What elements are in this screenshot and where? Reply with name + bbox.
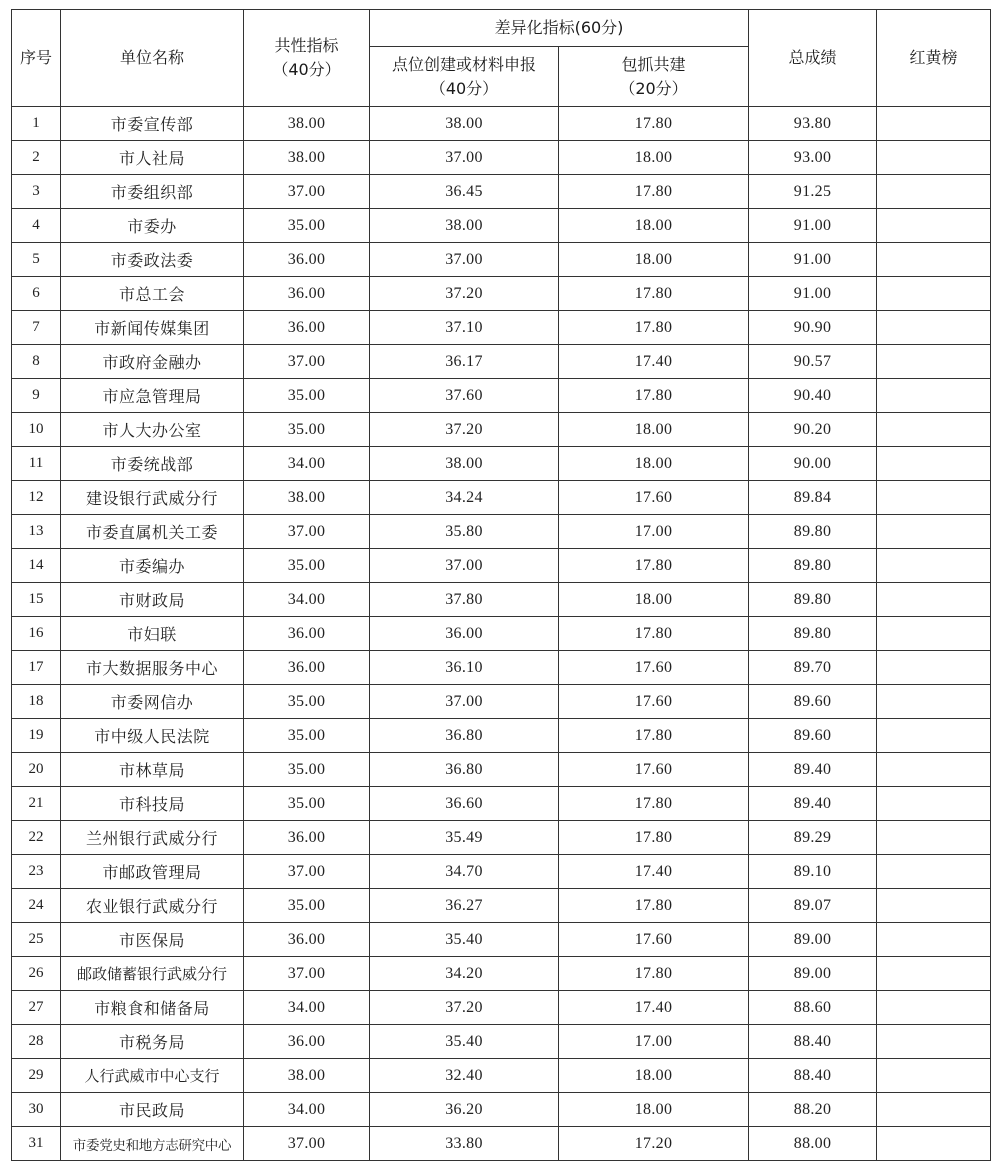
cell-total: 89.60 (749, 685, 877, 719)
cell-common: 35.00 (244, 753, 370, 787)
table-row (12, 243, 991, 277)
cell-common: 35.00 (244, 719, 370, 753)
header-board: 红黄榜 (877, 10, 991, 107)
cell-common: 38.00 (244, 481, 370, 515)
cell-total: 89.07 (749, 889, 877, 923)
cell-bao: 17.80 (559, 821, 749, 855)
cell-board (877, 311, 991, 345)
cell-common: 37.00 (244, 515, 370, 549)
cell-seq: 3 (12, 175, 61, 209)
cell-point: 37.20 (370, 277, 559, 311)
cell-total: 91.00 (749, 277, 877, 311)
header-point-title: 点位创建或材料申报 (391, 54, 536, 74)
cell-bao: 17.80 (559, 379, 749, 413)
cell-board (877, 379, 991, 413)
cell-point: 36.60 (370, 787, 559, 821)
cell-total: 89.80 (749, 617, 877, 651)
cell-total: 90.40 (749, 379, 877, 413)
table-row (12, 311, 991, 345)
cell-unit: 市委政法委 (61, 243, 244, 277)
cell-seq: 31 (12, 1127, 61, 1161)
cell-board (877, 107, 991, 141)
cell-total: 90.20 (749, 413, 877, 447)
cell-unit: 市人大办公室 (61, 413, 244, 447)
cell-unit: 市人社局 (61, 141, 244, 175)
cell-common: 36.00 (244, 311, 370, 345)
cell-total: 88.40 (749, 1059, 877, 1093)
cell-total: 93.80 (749, 107, 877, 141)
table-row (12, 447, 991, 481)
cell-point: 37.20 (370, 413, 559, 447)
cell-bao: 18.00 (559, 413, 749, 447)
cell-unit: 市邮政管理局 (61, 855, 244, 889)
cell-common: 38.00 (244, 1059, 370, 1093)
table-row (12, 787, 991, 821)
cell-total: 89.80 (749, 549, 877, 583)
cell-bao: 17.00 (559, 1025, 749, 1059)
cell-seq: 22 (12, 821, 61, 855)
cell-point: 37.80 (370, 583, 559, 617)
cell-common: 37.00 (244, 957, 370, 991)
cell-bao: 17.80 (559, 787, 749, 821)
cell-board (877, 957, 991, 991)
cell-bao: 17.80 (559, 311, 749, 345)
cell-seq: 13 (12, 515, 61, 549)
cell-board (877, 855, 991, 889)
cell-total: 89.60 (749, 719, 877, 753)
cell-common: 34.00 (244, 583, 370, 617)
cell-unit: 市总工会 (61, 277, 244, 311)
table-row (12, 651, 991, 685)
cell-common: 36.00 (244, 277, 370, 311)
cell-point: 32.40 (370, 1059, 559, 1093)
cell-total: 93.00 (749, 141, 877, 175)
cell-bao: 17.40 (559, 991, 749, 1025)
cell-total: 88.00 (749, 1127, 877, 1161)
cell-common: 37.00 (244, 345, 370, 379)
cell-total: 91.00 (749, 209, 877, 243)
cell-board (877, 1059, 991, 1093)
cell-board (877, 685, 991, 719)
cell-unit: 市委编办 (61, 549, 244, 583)
cell-bao: 17.80 (559, 549, 749, 583)
cell-common: 35.00 (244, 549, 370, 583)
cell-seq: 23 (12, 855, 61, 889)
cell-total: 89.10 (749, 855, 877, 889)
cell-seq: 25 (12, 923, 61, 957)
cell-common: 35.00 (244, 413, 370, 447)
table-row (12, 991, 991, 1025)
cell-bao: 17.40 (559, 855, 749, 889)
cell-unit: 市政府金融办 (61, 345, 244, 379)
cell-seq: 4 (12, 209, 61, 243)
cell-total: 88.40 (749, 1025, 877, 1059)
cell-bao: 17.80 (559, 617, 749, 651)
cell-common: 35.00 (244, 685, 370, 719)
cell-unit: 人行武威市中心支行 (61, 1059, 244, 1093)
cell-point: 36.00 (370, 617, 559, 651)
cell-unit: 兰州银行武威分行 (61, 821, 244, 855)
cell-seq: 2 (12, 141, 61, 175)
cell-common: 34.00 (244, 447, 370, 481)
cell-common: 35.00 (244, 209, 370, 243)
cell-bao: 17.60 (559, 685, 749, 719)
cell-unit: 市委网信办 (61, 685, 244, 719)
header-diff: 差异化指标(60分) (370, 10, 749, 47)
cell-bao: 17.60 (559, 753, 749, 787)
cell-seq: 27 (12, 991, 61, 1025)
cell-point: 38.00 (370, 447, 559, 481)
cell-board (877, 753, 991, 787)
cell-point: 36.20 (370, 1093, 559, 1127)
cell-common: 38.00 (244, 141, 370, 175)
cell-common: 37.00 (244, 175, 370, 209)
cell-point: 34.24 (370, 481, 559, 515)
cell-common: 34.00 (244, 991, 370, 1025)
cell-bao: 17.80 (559, 957, 749, 991)
cell-board (877, 515, 991, 549)
cell-point: 37.60 (370, 379, 559, 413)
cell-board (877, 175, 991, 209)
cell-board (877, 243, 991, 277)
cell-board (877, 1025, 991, 1059)
header-common-title: 共性指标 (274, 36, 339, 55)
cell-board (877, 583, 991, 617)
cell-bao: 18.00 (559, 141, 749, 175)
cell-common: 36.00 (244, 651, 370, 685)
table-row (12, 923, 991, 957)
cell-total: 90.90 (749, 311, 877, 345)
cell-bao: 17.00 (559, 515, 749, 549)
cell-total: 89.84 (749, 481, 877, 515)
cell-unit: 市民政局 (61, 1093, 244, 1127)
table-row (12, 1025, 991, 1059)
cell-bao: 18.00 (559, 209, 749, 243)
cell-unit: 建设银行武威分行 (61, 481, 244, 515)
cell-unit: 市委办 (61, 209, 244, 243)
cell-seq: 1 (12, 107, 61, 141)
cell-seq: 18 (12, 685, 61, 719)
cell-common: 36.00 (244, 617, 370, 651)
cell-board (877, 719, 991, 753)
cell-point: 36.45 (370, 175, 559, 209)
cell-unit: 市委统战部 (61, 447, 244, 481)
cell-unit: 邮政储蓄银行武威分行 (61, 957, 244, 991)
cell-total: 89.80 (749, 583, 877, 617)
cell-bao: 17.80 (559, 277, 749, 311)
table-row (12, 379, 991, 413)
cell-total: 89.00 (749, 923, 877, 957)
cell-board (877, 889, 991, 923)
cell-seq: 9 (12, 379, 61, 413)
cell-seq: 7 (12, 311, 61, 345)
table-header (12, 10, 991, 107)
cell-common: 36.00 (244, 923, 370, 957)
cell-total: 89.40 (749, 753, 877, 787)
cell-point: 36.80 (370, 719, 559, 753)
header-total: 总成绩 (749, 10, 877, 107)
cell-bao: 17.60 (559, 923, 749, 957)
table-row (12, 719, 991, 753)
cell-seq: 19 (12, 719, 61, 753)
header-point-points: （40分） (429, 78, 499, 98)
cell-unit: 市委直属机关工委 (61, 515, 244, 549)
cell-common: 37.00 (244, 1127, 370, 1161)
cell-bao: 17.60 (559, 481, 749, 515)
cell-point: 37.00 (370, 549, 559, 583)
cell-board (877, 821, 991, 855)
cell-point: 35.40 (370, 923, 559, 957)
cell-unit: 市应急管理局 (61, 379, 244, 413)
cell-bao: 18.00 (559, 243, 749, 277)
table-row (12, 277, 991, 311)
cell-total: 89.70 (749, 651, 877, 685)
cell-total: 88.20 (749, 1093, 877, 1127)
cell-unit: 市林草局 (61, 753, 244, 787)
cell-total: 89.29 (749, 821, 877, 855)
cell-seq: 6 (12, 277, 61, 311)
cell-unit: 市医保局 (61, 923, 244, 957)
cell-board (877, 413, 991, 447)
cell-board (877, 277, 991, 311)
header-bao (559, 47, 749, 107)
cell-seq: 10 (12, 413, 61, 447)
cell-point: 37.00 (370, 141, 559, 175)
cell-bao: 17.80 (559, 719, 749, 753)
cell-common: 35.00 (244, 889, 370, 923)
cell-seq: 11 (12, 447, 61, 481)
cell-point: 36.17 (370, 345, 559, 379)
cell-unit: 农业银行武威分行 (61, 889, 244, 923)
header-common (244, 10, 370, 107)
cell-unit: 市委党史和地方志研究中心 (61, 1127, 244, 1161)
cell-unit: 市粮食和储备局 (61, 991, 244, 1025)
table-row (12, 1127, 991, 1161)
cell-point: 35.80 (370, 515, 559, 549)
table-row (12, 209, 991, 243)
cell-bao: 17.80 (559, 175, 749, 209)
cell-board (877, 617, 991, 651)
cell-total: 88.60 (749, 991, 877, 1025)
cell-seq: 14 (12, 549, 61, 583)
cell-point: 34.70 (370, 855, 559, 889)
cell-board (877, 651, 991, 685)
cell-point: 37.10 (370, 311, 559, 345)
cell-bao: 18.00 (559, 1093, 749, 1127)
table-row (12, 549, 991, 583)
cell-seq: 20 (12, 753, 61, 787)
cell-board (877, 923, 991, 957)
cell-bao: 17.80 (559, 889, 749, 923)
table-row (12, 753, 991, 787)
header-seq: 序号 (12, 10, 61, 107)
cell-seq: 17 (12, 651, 61, 685)
cell-seq: 28 (12, 1025, 61, 1059)
cell-board (877, 209, 991, 243)
cell-bao: 17.20 (559, 1127, 749, 1161)
cell-point: 37.20 (370, 991, 559, 1025)
table-body (12, 107, 991, 1161)
cell-board (877, 1127, 991, 1161)
table-row (12, 821, 991, 855)
cell-total: 91.25 (749, 175, 877, 209)
table-row (12, 175, 991, 209)
cell-unit: 市委宣传部 (61, 107, 244, 141)
cell-unit: 市妇联 (61, 617, 244, 651)
cell-unit: 市财政局 (61, 583, 244, 617)
cell-total: 91.00 (749, 243, 877, 277)
table-row (12, 345, 991, 379)
cell-board (877, 549, 991, 583)
cell-seq: 30 (12, 1093, 61, 1127)
table-row (12, 855, 991, 889)
table-row (12, 889, 991, 923)
score-table-container (11, 9, 991, 1161)
cell-seq: 8 (12, 345, 61, 379)
table-row (12, 1093, 991, 1127)
table-row (12, 481, 991, 515)
cell-point: 38.00 (370, 209, 559, 243)
cell-bao: 17.40 (559, 345, 749, 379)
cell-total: 90.57 (749, 345, 877, 379)
cell-total: 89.40 (749, 787, 877, 821)
cell-board (877, 141, 991, 175)
table-row (12, 107, 991, 141)
cell-common: 36.00 (244, 1025, 370, 1059)
cell-bao: 18.00 (559, 1059, 749, 1093)
cell-point: 36.27 (370, 889, 559, 923)
header-common-points: （40分） (272, 60, 341, 79)
header-unit: 单位名称 (61, 10, 244, 107)
cell-total: 89.00 (749, 957, 877, 991)
cell-point: 38.00 (370, 107, 559, 141)
cell-point: 36.10 (370, 651, 559, 685)
cell-point: 34.20 (370, 957, 559, 991)
cell-bao: 17.80 (559, 107, 749, 141)
table-row (12, 1059, 991, 1093)
cell-unit: 市税务局 (61, 1025, 244, 1059)
cell-board (877, 481, 991, 515)
cell-seq: 5 (12, 243, 61, 277)
cell-seq: 26 (12, 957, 61, 991)
cell-seq: 21 (12, 787, 61, 821)
table-row (12, 617, 991, 651)
cell-unit: 市新闻传媒集团 (61, 311, 244, 345)
score-table (11, 9, 991, 1161)
cell-bao: 18.00 (559, 447, 749, 481)
cell-board (877, 787, 991, 821)
header-point (370, 47, 559, 107)
cell-unit: 市委组织部 (61, 175, 244, 209)
cell-seq: 29 (12, 1059, 61, 1093)
cell-common: 38.00 (244, 107, 370, 141)
cell-total: 89.80 (749, 515, 877, 549)
cell-point: 33.80 (370, 1127, 559, 1161)
table-row (12, 141, 991, 175)
cell-board (877, 991, 991, 1025)
cell-unit: 市科技局 (61, 787, 244, 821)
cell-point: 36.80 (370, 753, 559, 787)
cell-unit: 市中级人民法院 (61, 719, 244, 753)
cell-seq: 16 (12, 617, 61, 651)
cell-board (877, 447, 991, 481)
cell-seq: 12 (12, 481, 61, 515)
table-row (12, 685, 991, 719)
table-row (12, 583, 991, 617)
table-row (12, 515, 991, 549)
cell-point: 37.00 (370, 243, 559, 277)
cell-bao: 17.60 (559, 651, 749, 685)
cell-common: 37.00 (244, 855, 370, 889)
cell-point: 35.49 (370, 821, 559, 855)
cell-common: 34.00 (244, 1093, 370, 1127)
cell-common: 36.00 (244, 243, 370, 277)
cell-bao: 18.00 (559, 583, 749, 617)
cell-total: 90.00 (749, 447, 877, 481)
table-row (12, 413, 991, 447)
cell-board (877, 1093, 991, 1127)
cell-board (877, 345, 991, 379)
cell-common: 35.00 (244, 379, 370, 413)
cell-common: 35.00 (244, 787, 370, 821)
header-bao-title: 包抓共建 (621, 54, 686, 74)
cell-unit: 市大数据服务中心 (61, 651, 244, 685)
cell-seq: 24 (12, 889, 61, 923)
table-row (12, 957, 991, 991)
cell-point: 35.40 (370, 1025, 559, 1059)
header-bao-points: （20分） (619, 78, 688, 98)
cell-seq: 15 (12, 583, 61, 617)
cell-point: 37.00 (370, 685, 559, 719)
cell-common: 36.00 (244, 821, 370, 855)
